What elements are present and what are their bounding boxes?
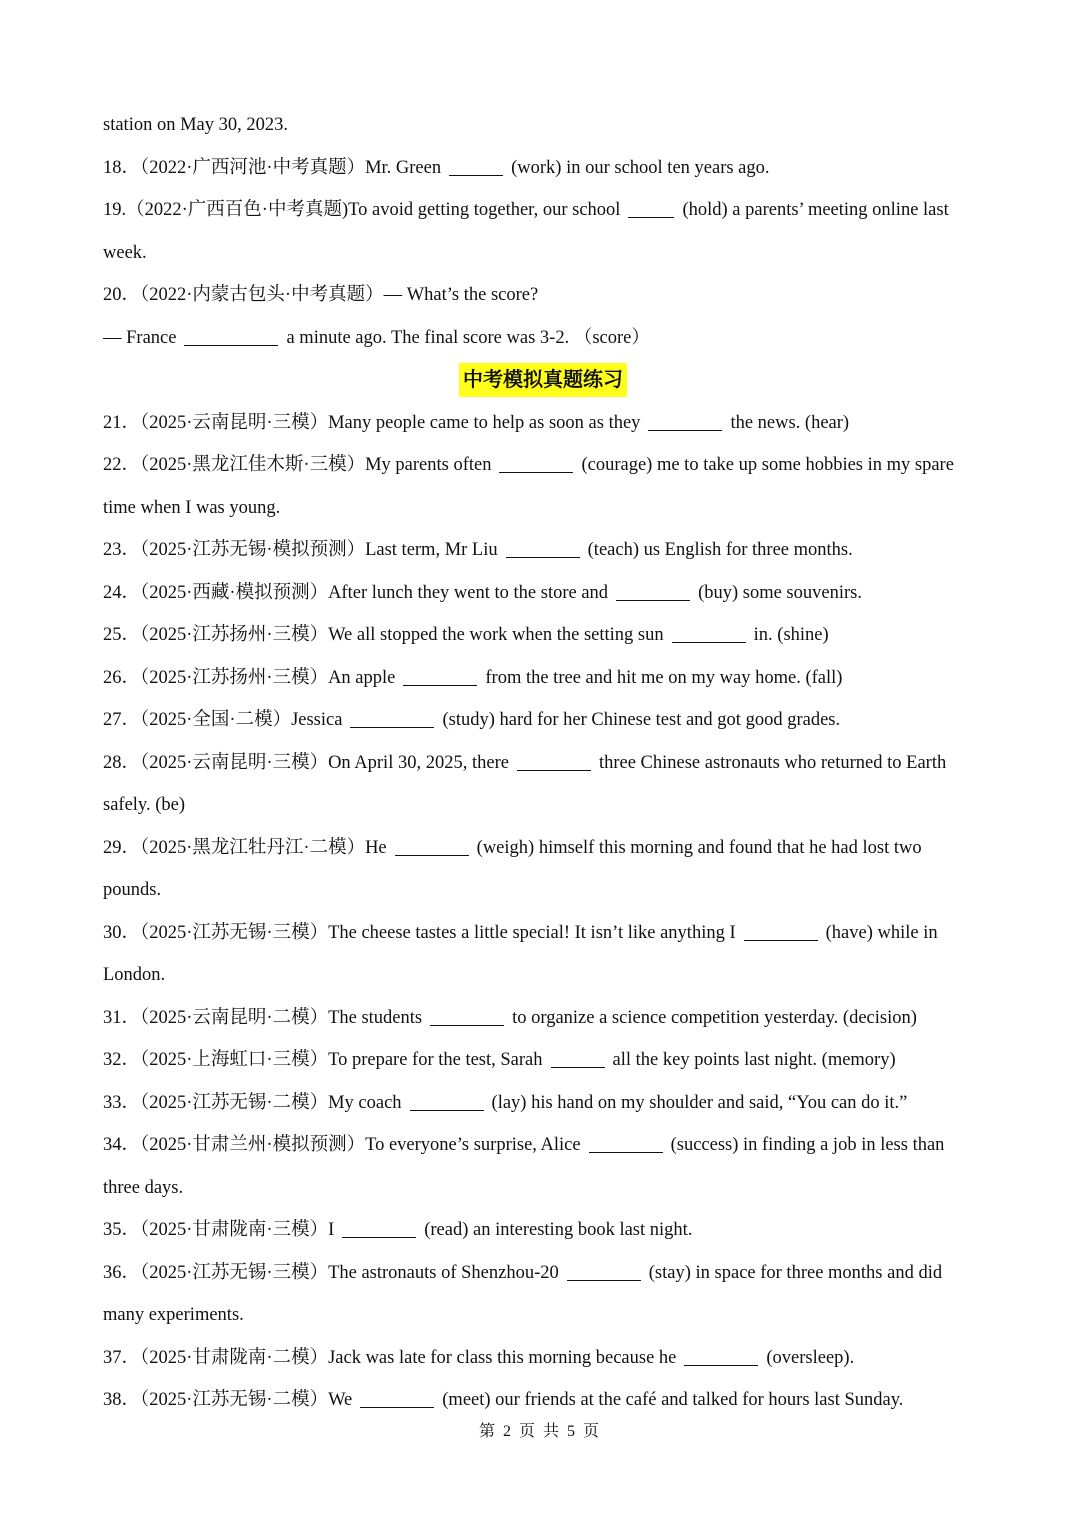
answer-blank[interactable] [506, 539, 580, 558]
answer-blank[interactable] [567, 1262, 641, 1281]
section-title: 中考模拟真题练习 [459, 363, 627, 397]
answer-blank[interactable] [744, 922, 818, 941]
answer-blank[interactable] [648, 412, 722, 431]
question-20-answer: — France a minute ago. The final score was 3-2. （score） [103, 327, 650, 348]
question-37: 37．（2025·甘肃陇南·二模）Jack was late for class this morning because he (oversleep). [103, 1347, 855, 1368]
question-27: 27．（2025·全国·二模）Jessica (study) hard for her Chinese test and got good grades. [103, 710, 841, 730]
answer-blank[interactable] [342, 1219, 416, 1238]
text-line: safely. (be) [103, 795, 186, 815]
answer-blank[interactable] [449, 157, 503, 176]
question-22: 22．（2025·黑龙江佳木斯·三模）My parents often (courage) me to take up some hobbies in my spare [103, 455, 954, 475]
question-19: 19.（2022·广西百色·中考真题)To avoid getting together, our school (hold) a parents’ meeting online last [103, 200, 949, 220]
answer-blank[interactable] [628, 199, 674, 218]
answer-blank[interactable] [360, 1389, 434, 1408]
text-line: week. [103, 242, 147, 263]
question-36: 36．（2025·江苏无锡·三模）The astronauts of Shenzhou-20 (stay) in space for three months and did [103, 1262, 943, 1283]
question-32: 32．（2025·上海虹口·三模）To prepare for the test, Sarah all the key points last night. (memory) [103, 1050, 896, 1070]
text-line: London. [103, 965, 166, 985]
question-31: 31．（2025·云南昆明·二模）The students to organize a science competition yesterday. (decision) [103, 1007, 917, 1028]
question-24: 24．（2025·西藏·模拟预测）After lunch they went to the store and (buy) some souvenirs. [103, 582, 862, 603]
answer-blank[interactable] [672, 624, 746, 643]
answer-blank[interactable] [684, 1347, 758, 1366]
section-heading-line [103, 359, 983, 402]
question-30: 30．（2025·江苏无锡·三模）The cheese tastes a little special! It isn’t like anything I (have) while in [103, 922, 938, 943]
question-26: 26．（2025·江苏扬州·三模）An apple from the tree and hit me on my way home. (fall) [103, 667, 843, 688]
answer-blank[interactable] [184, 327, 278, 346]
question-35: 35．（2025·甘肃陇南·三模）I (read) an interesting book last night. [103, 1220, 693, 1240]
question-38: 38．（2025·江苏无锡·二模）We (meet) our friends at the café and talked for hours last Sunday. [103, 1390, 904, 1410]
answer-blank[interactable] [410, 1092, 484, 1111]
text-line: three days. [103, 1177, 184, 1198]
answer-blank[interactable] [589, 1134, 663, 1153]
question-34: 34．（2025·甘肃兰州·模拟预测）To everyone’s surprise, Alice (success) in finding a job in less than [103, 1135, 945, 1155]
question-23: 23．（2025·江苏无锡·模拟预测）Last term, Mr Liu (teach) us English for three months. [103, 540, 853, 560]
question-18: 18．（2022·广西河池·中考真题）Mr. Green (work) in our school ten years ago. [103, 157, 770, 178]
exercise-list [103, 104, 983, 1422]
page-number-footer: 第 2 页 共 5 页 [478, 1423, 601, 1440]
answer-blank[interactable] [517, 752, 591, 771]
text-line: many experiments. [103, 1305, 244, 1325]
question-21: 21．（2025·云南昆明·三模）Many people came to help as soon as they the news. (hear) [103, 412, 850, 433]
answer-blank[interactable] [616, 582, 690, 601]
answer-blank[interactable] [395, 837, 469, 856]
question-25: 25．（2025·江苏扬州·三模）We all stopped the work when the setting sun in. (shine) [103, 625, 829, 645]
answer-blank[interactable] [403, 667, 477, 686]
answer-blank[interactable] [499, 454, 573, 473]
text-line: station on May 30, 2023. [103, 115, 288, 135]
answer-blank[interactable] [551, 1049, 605, 1068]
text-line: pounds. [103, 880, 162, 900]
text-line: time when I was young. [103, 497, 281, 518]
question-33: 33．（2025·江苏无锡·二模）My coach (lay) his hand on my shoulder and said, “You can do it.” [103, 1092, 908, 1113]
answer-blank[interactable] [350, 709, 434, 728]
answer-blank[interactable] [430, 1007, 504, 1026]
question-29: 29．（2025·黑龙江牡丹江·二模）He (weigh) himself this morning and found that he had lost two [103, 837, 922, 858]
question-28: 28．（2025·云南昆明·三模）On April 30, 2025, there three Chinese astronauts who returned to Earth [103, 752, 947, 773]
question-20: 20．（2022·内蒙古包头·中考真题）— What’s the score? [103, 285, 539, 305]
